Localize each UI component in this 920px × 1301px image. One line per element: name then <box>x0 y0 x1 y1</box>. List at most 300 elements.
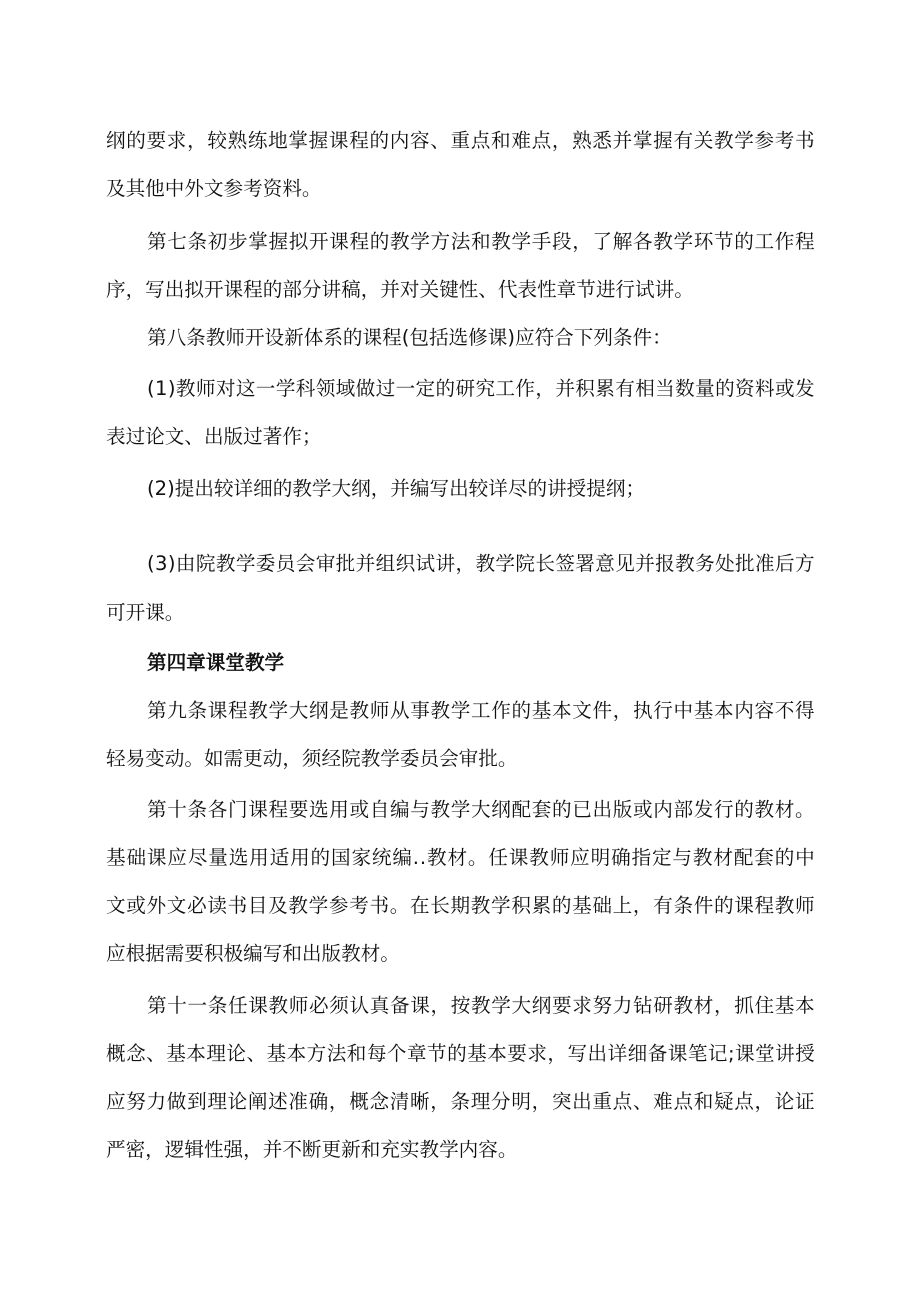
glyph: 长 <box>430 894 450 917</box>
glyph: 程 <box>349 230 370 253</box>
glyph: 师 <box>795 894 815 917</box>
glyph: 选 <box>309 798 329 821</box>
glyph: ， <box>531 1090 552 1113</box>
glyph: 开 <box>309 230 329 253</box>
glyph: 统 <box>371 846 392 869</box>
glyph: 件 <box>693 894 714 917</box>
glyph: 件 <box>592 699 613 722</box>
glyph: 容 <box>754 699 775 722</box>
glyph: 院 <box>515 552 535 575</box>
glyph: 事 <box>410 699 430 722</box>
glyph: 必 <box>187 894 207 917</box>
glyph: 学 <box>235 552 256 575</box>
glyph: 念 <box>126 1042 146 1065</box>
glyph: 纲 <box>491 798 511 821</box>
glyph: 求 <box>572 994 592 1017</box>
glyph: 讲 <box>435 552 456 575</box>
glyph: 科 <box>295 377 316 400</box>
glyph: 量 <box>208 846 228 869</box>
glyph: 书 <box>369 894 390 917</box>
glyph: 程 <box>268 798 289 821</box>
paragraph-line <box>147 229 815 255</box>
glyph: 并 <box>612 129 633 152</box>
glyph: ) <box>167 552 176 575</box>
glyph: 章 <box>406 1042 427 1065</box>
glyph: 第 <box>147 798 167 821</box>
glyph: 教 <box>754 798 775 821</box>
glyph: 理 <box>207 1090 227 1113</box>
glyph: 本 <box>795 994 815 1017</box>
glyph: 要 <box>507 1042 527 1065</box>
glyph: 员 <box>275 552 296 575</box>
glyph: 论 <box>227 1090 248 1113</box>
glyph: 第 <box>147 994 167 1017</box>
paragraph-line <box>106 893 815 919</box>
glyph: 1 <box>155 377 168 400</box>
glyph: 堂 <box>755 1042 775 1065</box>
glyph: 条 <box>187 230 208 253</box>
glyph: 文 <box>106 894 126 917</box>
glyph: 重 <box>592 1090 612 1113</box>
glyph: 基 <box>166 1042 186 1065</box>
glyph: 握 <box>653 129 673 152</box>
glyph: 并 <box>635 552 655 575</box>
glyph: 努 <box>126 1090 146 1113</box>
paragraph-line: 序，写出拟开课程的部分讲稿，并对关键性、代表性章节进行试讲。 <box>106 278 694 301</box>
glyph: 料 <box>755 377 775 400</box>
glyph: 拟 <box>288 230 309 253</box>
glyph: 。 <box>795 798 815 821</box>
glyph: 与 <box>410 798 430 821</box>
glyph: 版 <box>612 798 633 821</box>
paragraph-line <box>106 1089 815 1115</box>
glyph: 基 <box>774 994 795 1017</box>
glyph: 第 <box>147 230 167 253</box>
glyph: 由 <box>175 552 196 575</box>
glyph: 家 <box>351 846 372 869</box>
glyph: 方 <box>306 1042 327 1065</box>
glyph: 报 <box>655 552 675 575</box>
glyph: 学 <box>275 377 296 400</box>
glyph: 对 <box>215 377 236 400</box>
glyph: 研 <box>653 994 673 1017</box>
glyph: 。 <box>389 894 410 917</box>
glyph: 的 <box>713 894 734 917</box>
glyph: 点 <box>673 1090 694 1113</box>
glyph: 基 <box>467 1042 487 1065</box>
glyph: 的 <box>715 377 735 400</box>
glyph: 教 <box>349 699 370 722</box>
glyph: 节 <box>714 230 734 253</box>
glyph: 掌 <box>632 129 653 152</box>
glyph: 条 <box>207 994 228 1017</box>
paragraph-line: 表过论文、出版过著作； <box>106 425 322 448</box>
glyph: 、 <box>246 1042 267 1065</box>
glyph: 教 <box>713 129 734 152</box>
glyph: 个 <box>386 1042 407 1065</box>
glyph: 编 <box>390 798 410 821</box>
glyph: 材 <box>693 994 714 1017</box>
glyph: 纲 <box>531 994 552 1017</box>
glyph: 教 <box>268 994 289 1017</box>
glyph: 解 <box>612 230 633 253</box>
paragraph-line <box>147 376 815 402</box>
glyph: 教 <box>390 230 410 253</box>
glyph: 确 <box>611 846 631 869</box>
glyph: 做 <box>166 1090 187 1113</box>
glyph: 学 <box>450 699 471 722</box>
glyph: 教 <box>215 552 236 575</box>
glyph: 疑 <box>713 1090 734 1113</box>
glyph: 领 <box>315 377 336 400</box>
glyph: 文 <box>166 894 187 917</box>
glyph: . <box>419 846 427 869</box>
glyph: 学 <box>491 994 511 1017</box>
glyph: 后 <box>774 552 795 575</box>
glyph: 阐 <box>247 1090 268 1113</box>
glyph: 点 <box>470 129 491 152</box>
glyph: 师 <box>549 846 570 869</box>
glyph: 方 <box>430 230 451 253</box>
glyph: 是 <box>329 699 349 722</box>
glyph: 的 <box>435 377 456 400</box>
glyph: 法 <box>450 230 471 253</box>
glyph: 及 <box>268 894 288 917</box>
glyph: 学 <box>450 798 471 821</box>
glyph: 文 <box>572 699 592 722</box>
glyph: 详 <box>607 1042 628 1065</box>
glyph: ， <box>632 894 653 917</box>
glyph: 基 <box>572 894 592 917</box>
glyph: 熟 <box>572 129 592 152</box>
glyph: 按 <box>450 994 471 1017</box>
glyph: 的 <box>511 699 532 722</box>
glyph: 大 <box>511 994 532 1017</box>
glyph: 当 <box>655 377 675 400</box>
glyph: 备 <box>390 994 410 1017</box>
glyph: ( <box>147 377 155 400</box>
glyph: 准 <box>288 1090 308 1113</box>
glyph: 有 <box>673 129 694 152</box>
paragraph-line: 严密，逻辑性强，并不断更新和充实教学内容。 <box>106 1138 518 1161</box>
glyph: 院 <box>195 552 216 575</box>
glyph: 初 <box>207 230 228 253</box>
glyph: 教 <box>471 994 491 1017</box>
glyph: 基 <box>106 846 126 869</box>
glyph: 师 <box>288 994 309 1017</box>
glyph: 了 <box>592 230 613 253</box>
glyph: 教 <box>692 846 713 869</box>
paragraph-line <box>106 128 815 154</box>
glyph: 程 <box>228 699 248 722</box>
glyph: 础 <box>592 894 612 917</box>
glyph: 中 <box>795 846 815 869</box>
glyph: 点 <box>734 1090 754 1113</box>
glyph: 考 <box>349 894 369 917</box>
glyph: 工 <box>754 230 775 253</box>
glyph: 目 <box>247 894 268 917</box>
glyph: 认 <box>349 994 370 1017</box>
glyph: 内 <box>734 699 754 722</box>
glyph: 记 <box>707 1042 728 1065</box>
paragraph-line: (2)提出较详细的教学大纲，并编写出较详尽的讲授提纲； <box>147 477 646 500</box>
glyph: 不 <box>774 699 795 722</box>
glyph: 教 <box>475 552 496 575</box>
glyph: 学 <box>495 552 515 575</box>
glyph: 考 <box>774 129 795 152</box>
glyph: 教 <box>470 894 491 917</box>
glyph: 环 <box>693 230 714 253</box>
glyph: ) <box>167 377 176 400</box>
glyph: 点 <box>612 1090 633 1113</box>
glyph: 七 <box>167 230 187 253</box>
glyph: 定 <box>651 846 672 869</box>
glyph: ( <box>147 552 155 575</box>
glyph: 本 <box>487 1042 507 1065</box>
glyph: 的 <box>734 798 754 821</box>
glyph: 的 <box>774 846 795 869</box>
glyph: 材 <box>713 846 733 869</box>
glyph: 应 <box>570 846 590 869</box>
glyph: 读 <box>207 894 227 917</box>
glyph: 材 <box>447 846 468 869</box>
glyph: 有 <box>615 377 635 400</box>
glyph: 十 <box>167 994 187 1017</box>
glyph: 讲 <box>775 1042 795 1065</box>
glyph: 授 <box>795 1042 815 1065</box>
glyph: 课 <box>734 894 754 917</box>
glyph: 难 <box>511 129 531 152</box>
glyph: 签 <box>555 552 575 575</box>
glyph: 各 <box>633 230 653 253</box>
glyph: 发 <box>794 377 815 400</box>
glyph: 并 <box>355 552 376 575</box>
paragraph-line <box>147 797 815 823</box>
glyph: 熟 <box>227 129 248 152</box>
glyph: 委 <box>255 552 276 575</box>
glyph: 、 <box>146 1042 166 1065</box>
glyph: 批 <box>735 552 755 575</box>
glyph: 每 <box>366 1042 387 1065</box>
glyph: ， <box>455 552 476 575</box>
glyph: 或 <box>633 798 653 821</box>
glyph: ， <box>754 1090 775 1113</box>
glyph: 外 <box>146 894 167 917</box>
glyph: 分 <box>491 1090 511 1113</box>
glyph: 教 <box>673 994 694 1017</box>
glyph: 配 <box>511 798 532 821</box>
glyph: 累 <box>595 377 615 400</box>
glyph: 行 <box>653 699 673 722</box>
paragraph-line <box>147 551 815 577</box>
glyph: 教 <box>430 699 451 722</box>
glyph: 或 <box>774 377 795 400</box>
glyph: 见 <box>615 552 635 575</box>
glyph: 悉 <box>592 129 612 152</box>
glyph: 尽 <box>187 846 208 869</box>
glyph: 的 <box>552 798 572 821</box>
glyph: 材 <box>774 798 795 821</box>
glyph: 基 <box>266 1042 287 1065</box>
glyph: 用 <box>329 798 349 821</box>
paragraph-line: 轻易变动。如需更动，须经院教学委员会审批。 <box>106 747 518 770</box>
glyph: 积 <box>511 894 531 917</box>
glyph: 力 <box>146 1090 167 1113</box>
glyph: 出 <box>592 798 613 821</box>
paragraph-line <box>106 845 815 871</box>
glyph: 纲 <box>106 129 126 152</box>
glyph: 试 <box>415 552 436 575</box>
glyph: 节 <box>427 1042 447 1065</box>
glyph: 努 <box>592 994 613 1017</box>
glyph: 国 <box>330 846 351 869</box>
glyph: 程 <box>754 894 775 917</box>
glyph: 课 <box>508 846 529 869</box>
glyph: 要 <box>552 994 572 1017</box>
glyph: 手 <box>531 230 552 253</box>
glyph: ， <box>551 129 572 152</box>
glyph: 书 <box>227 894 248 917</box>
glyph: 第 <box>147 699 167 722</box>
glyph: 基 <box>693 699 714 722</box>
glyph: 域 <box>335 377 356 400</box>
glyph: 段 <box>552 230 572 253</box>
glyph: 任 <box>488 846 508 869</box>
glyph: 应 <box>167 846 187 869</box>
glyph: 和 <box>471 230 491 253</box>
glyph: 课 <box>735 1042 755 1065</box>
glyph: 指 <box>631 846 652 869</box>
glyph: 的 <box>369 230 390 253</box>
glyph: 积 <box>575 377 595 400</box>
glyph: ， <box>547 1042 567 1065</box>
glyph: 学 <box>268 699 289 722</box>
glyph: 配 <box>733 846 754 869</box>
glyph: 审 <box>315 552 336 575</box>
glyph: 套 <box>531 798 552 821</box>
glyph: 行 <box>714 798 734 821</box>
glyph: 期 <box>450 894 471 917</box>
glyph: 真 <box>369 994 390 1017</box>
glyph: 要 <box>288 798 309 821</box>
glyph: 内 <box>653 798 673 821</box>
glyph: 资 <box>735 377 755 400</box>
glyph: 关 <box>693 129 714 152</box>
glyph: 握 <box>308 129 329 152</box>
glyph: 适 <box>269 846 290 869</box>
glyph: 须 <box>329 994 349 1017</box>
glyph: 署 <box>575 552 595 575</box>
glyph: 各 <box>207 798 228 821</box>
paragraph-line <box>106 1041 815 1067</box>
glyph: ， <box>328 1090 349 1113</box>
glyph: 一 <box>255 377 276 400</box>
glyph: 作 <box>491 699 511 722</box>
chapter-heading: 第四章课堂教学 <box>147 651 285 674</box>
glyph: 究 <box>475 377 496 400</box>
glyph: 学 <box>491 894 511 917</box>
glyph: 课 <box>328 129 349 152</box>
glyph: 选 <box>228 846 249 869</box>
glyph: 大 <box>471 798 491 821</box>
glyph: 教 <box>675 552 695 575</box>
glyph: 课 <box>248 798 268 821</box>
glyph: 法 <box>326 1042 347 1065</box>
glyph: 批 <box>335 552 356 575</box>
paragraph-line <box>147 698 815 724</box>
glyph: 方 <box>794 552 815 575</box>
glyph: 十 <box>167 798 187 821</box>
glyph: 求 <box>527 1042 547 1065</box>
glyph: 有 <box>653 894 673 917</box>
glyph: 教 <box>430 798 451 821</box>
glyph: 工 <box>471 699 491 722</box>
glyph: 教 <box>175 377 196 400</box>
glyph: 较 <box>207 129 227 152</box>
glyph: 确 <box>308 1090 329 1113</box>
paragraph-line: 应根据需要积极编写和出版教材。 <box>106 942 400 965</box>
glyph: 明 <box>590 846 611 869</box>
glyph: 这 <box>235 377 256 400</box>
glyph: 编 <box>392 846 412 869</box>
glyph: 的 <box>734 230 754 253</box>
glyph: 概 <box>349 1090 369 1113</box>
glyph: 钻 <box>633 994 653 1017</box>
glyph: 概 <box>106 1042 126 1065</box>
glyph: 一 <box>395 377 416 400</box>
glyph: 自 <box>369 798 390 821</box>
glyph: 量 <box>695 377 715 400</box>
glyph: 的 <box>310 846 331 869</box>
glyph: 步 <box>228 230 248 253</box>
glyph: 条 <box>450 1090 471 1113</box>
glyph: . <box>412 846 420 869</box>
glyph: 本 <box>552 699 572 722</box>
glyph: 学 <box>511 230 532 253</box>
glyph: 和 <box>346 1042 367 1065</box>
glyph: 课 <box>248 994 268 1017</box>
glyph: 和 <box>693 1090 714 1113</box>
glyph: 3 <box>155 552 168 575</box>
glyph: 累 <box>531 894 552 917</box>
glyph: 课 <box>667 1042 688 1065</box>
paragraph-line <box>147 993 815 1019</box>
glyph: 清 <box>389 1090 410 1113</box>
glyph: 从 <box>390 699 410 722</box>
glyph: 织 <box>395 552 416 575</box>
glyph: 掌 <box>288 129 308 152</box>
glyph: 教 <box>529 846 549 869</box>
glyph: 到 <box>187 1090 207 1113</box>
glyph: 的 <box>447 1042 467 1065</box>
glyph: 教 <box>774 894 795 917</box>
glyph: 参 <box>328 894 349 917</box>
glyph: 用 <box>290 846 310 869</box>
glyph: ， <box>714 994 734 1017</box>
glyph: 处 <box>715 552 735 575</box>
glyph: 并 <box>555 377 575 400</box>
glyph: 相 <box>635 377 655 400</box>
glyph: 课 <box>410 994 430 1017</box>
glyph: 得 <box>795 699 815 722</box>
glyph: 程 <box>795 230 815 253</box>
glyph: ， <box>430 994 451 1017</box>
glyph: ; <box>727 1042 735 1065</box>
glyph: 述 <box>268 1090 288 1113</box>
glyph: 执 <box>633 699 653 722</box>
glyph: ， <box>535 377 555 400</box>
glyph: 部 <box>673 798 694 821</box>
